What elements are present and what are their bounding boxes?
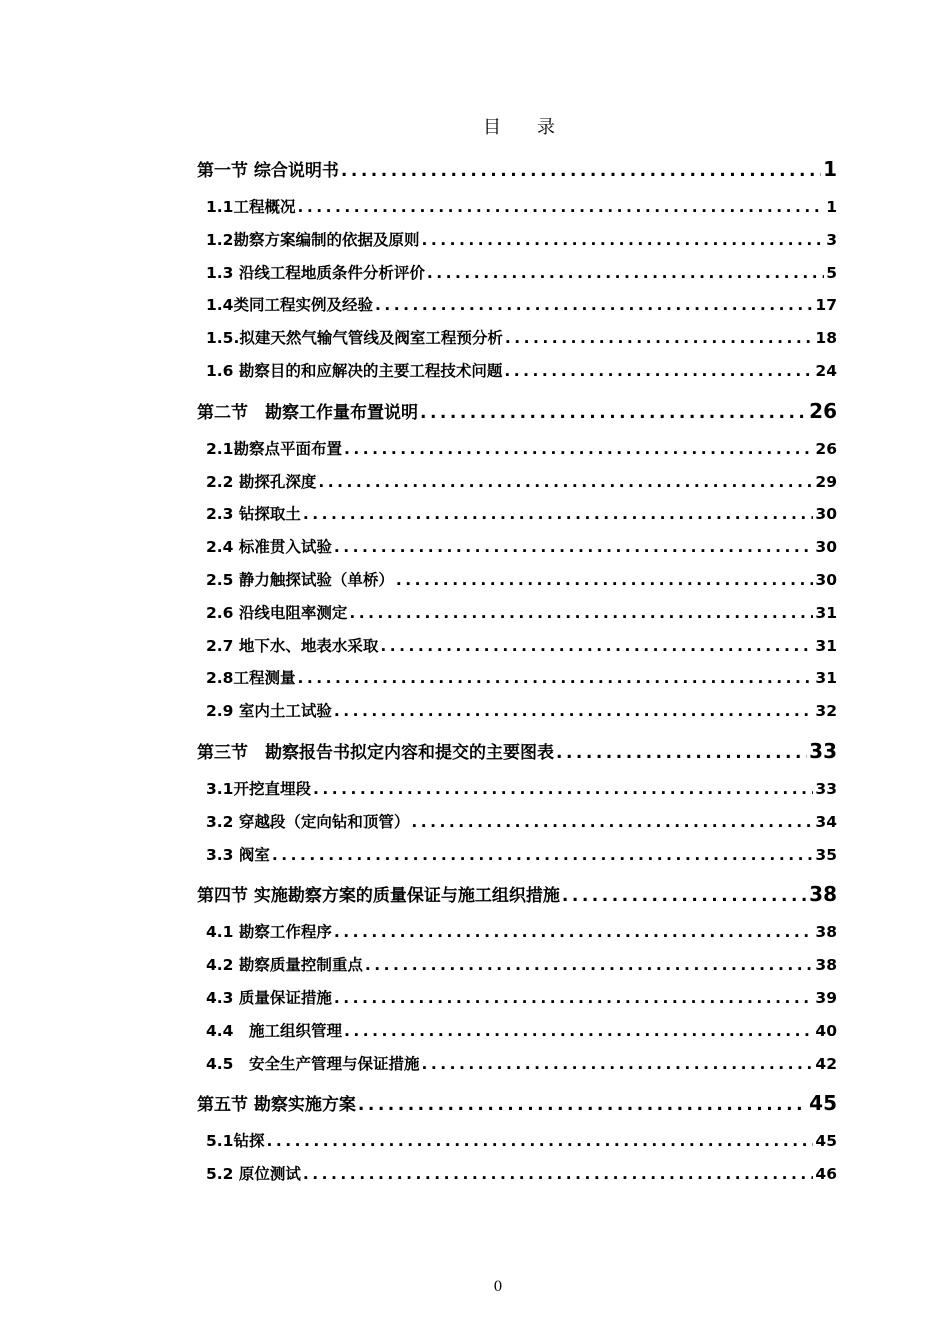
- toc-section-entry[interactable]: [197, 1082, 837, 1125]
- toc-dot-leader: [421, 224, 824, 257]
- toc-dot-leader: [396, 564, 814, 597]
- toc-dot-leader: [411, 806, 813, 839]
- toc-subsection-entry[interactable]: [197, 1015, 837, 1048]
- toc-dot-leader: [297, 662, 813, 695]
- toc-dot-leader: [421, 1048, 813, 1081]
- toc-dot-leader: [303, 498, 814, 531]
- toc-subsection-entry[interactable]: [197, 498, 837, 531]
- toc-dot-leader: [420, 392, 807, 435]
- toc-subsection-entry[interactable]: [197, 1125, 837, 1158]
- toc-entry-page-number: 45: [815, 1132, 837, 1151]
- toc-entry-page-number: 1: [826, 198, 837, 216]
- toc-entry-page-number: 39: [815, 988, 837, 1007]
- toc-entry-page-number: 42: [815, 1054, 837, 1073]
- toc-subsection-entry[interactable]: [197, 839, 837, 872]
- toc-subsection-entry[interactable]: [197, 806, 837, 839]
- toc-dot-leader: [313, 773, 813, 806]
- toc-subsection-entry[interactable]: [197, 224, 837, 257]
- toc-entry-label: 4.3 质量保证措施: [206, 988, 332, 1007]
- toc-dot-leader: [334, 531, 814, 564]
- toc-subsection-entry[interactable]: [197, 531, 837, 564]
- toc-entry-page-number: 35: [815, 845, 837, 864]
- toc-dot-leader: [358, 1084, 807, 1127]
- toc-entry-label: 1.2勘察方案编制的依据及原则: [206, 230, 420, 249]
- toc-entry-page-number: 33: [809, 738, 837, 763]
- toc-subsection-entry[interactable]: [197, 773, 837, 806]
- toc-section-entry[interactable]: [197, 873, 837, 916]
- toc-dot-leader: [303, 1158, 814, 1191]
- toc-entry-page-number: 31: [815, 636, 837, 655]
- page-number: 0: [493, 1279, 503, 1295]
- toc-entry-page-number: 17: [815, 296, 837, 315]
- toc-subsection-entry[interactable]: [197, 1048, 837, 1081]
- toc-entry-label: 2.1勘察点平面布置: [206, 439, 342, 458]
- toc-dot-leader: [334, 982, 814, 1015]
- toc-dot-leader: [318, 466, 813, 499]
- toc-subsection-entry[interactable]: [197, 695, 837, 728]
- toc-entry-label: 1.1工程概况: [206, 198, 296, 216]
- toc-entry-label: 4.4 施工组织管理: [206, 1021, 342, 1040]
- toc-entry-label: 1.3 沿线工程地质条件分析评价: [206, 263, 425, 282]
- toc-entry-page-number: 3: [826, 230, 837, 249]
- toc-entry-label: 第四节 实施勘察方案的质量保证与施工组织措施: [197, 886, 560, 907]
- toc-entry-page-number: 33: [815, 779, 837, 798]
- toc-entry-label: 2.5 静力触探试验（单桥）: [206, 570, 394, 589]
- toc-subsection-entry[interactable]: [197, 257, 837, 290]
- toc-entry-label: 2.9 室内土工试验: [206, 702, 332, 721]
- toc-entry-page-number: 31: [815, 669, 837, 688]
- toc-dot-leader: [365, 949, 814, 982]
- toc-entry-page-number: 30: [815, 570, 837, 589]
- toc-subsection-entry[interactable]: [197, 433, 837, 466]
- toc-entry-label: 4.2 勘察质量控制重点: [206, 956, 363, 975]
- toc-entry-label: 5.1钻探: [206, 1132, 265, 1151]
- toc-entry-label: 4.5 安全生产管理与保证措施: [206, 1054, 420, 1073]
- toc-entry-page-number: 31: [815, 603, 837, 622]
- toc-entry-label: 3.1开挖直埋段: [206, 779, 311, 798]
- toc-entry-label: 2.4 标准贯入试验: [206, 538, 332, 557]
- toc-entry-label: 第一节 综合说明书: [197, 161, 339, 181]
- toc-dot-leader: [334, 916, 814, 949]
- toc-entry-label: 1.6 勘察目的和应解决的主要工程技术问题: [206, 361, 503, 380]
- toc-dot-leader: [504, 355, 813, 388]
- toc-title-right: 录: [537, 117, 557, 138]
- toc-entry-page-number: 5: [826, 263, 837, 282]
- toc-entry-page-number: 26: [815, 439, 837, 458]
- toc-subsection-entry[interactable]: [197, 916, 837, 949]
- toc-dot-leader: [344, 1015, 813, 1048]
- toc-dot-leader: [349, 597, 813, 630]
- toc-subsection-entry[interactable]: [197, 597, 837, 630]
- toc-subsection-entry[interactable]: [197, 1158, 837, 1191]
- toc-subsection-entry[interactable]: [197, 355, 837, 388]
- toc-entry-page-number: 45: [809, 1091, 837, 1116]
- toc-dot-leader: [272, 839, 814, 872]
- toc-dot-leader: [334, 695, 814, 728]
- toc-entry-page-number: 30: [815, 538, 837, 557]
- toc-title: [0, 113, 950, 139]
- toc-dot-leader: [427, 257, 824, 290]
- toc-entry-label: 3.3 阀室: [206, 845, 270, 864]
- toc-entry-page-number: 18: [815, 329, 837, 348]
- toc-entry-page-number: 34: [815, 812, 837, 831]
- toc-dot-leader: [341, 150, 821, 193]
- toc-subsection-entry[interactable]: [197, 949, 837, 982]
- toc-subsection-entry[interactable]: [197, 191, 837, 224]
- toc-entry-label: 2.7 地下水、地表水采取: [206, 636, 379, 655]
- toc-dot-leader: [266, 1125, 813, 1158]
- toc-entry-label: 第三节 勘察报告书拟定内容和提交的主要图表: [197, 742, 554, 763]
- table-of-contents: [197, 146, 837, 1191]
- toc-section-entry[interactable]: [197, 730, 837, 773]
- toc-subsection-entry[interactable]: [197, 322, 837, 355]
- toc-entry-page-number: 29: [815, 472, 837, 491]
- toc-entry-label: 2.3 钻探取土: [206, 505, 301, 524]
- toc-entry-label: 2.6 沿线电阻率测定: [206, 603, 348, 622]
- toc-entry-label: 1.5.拟建天然气输气管线及阀室工程预分析: [206, 329, 503, 348]
- toc-dot-leader: [562, 875, 807, 918]
- toc-entry-page-number: 26: [809, 398, 837, 423]
- toc-section-entry[interactable]: [197, 148, 837, 191]
- toc-entry-page-number: 46: [815, 1165, 837, 1184]
- toc-entry-page-number: 1: [823, 157, 837, 181]
- toc-entry-label: 1.4类同工程实例及经验: [206, 296, 373, 315]
- toc-dot-leader: [344, 433, 813, 466]
- toc-title-left: 目: [483, 117, 503, 138]
- toc-entry-page-number: 38: [809, 882, 837, 907]
- toc-entry-label: 第五节 勘察实施方案: [197, 1095, 356, 1116]
- toc-subsection-entry[interactable]: [197, 982, 837, 1015]
- toc-entry-page-number: 30: [815, 505, 837, 524]
- toc-entry-page-number: 38: [815, 923, 837, 942]
- toc-entry-label: 2.8工程测量: [206, 669, 296, 688]
- toc-subsection-entry[interactable]: [197, 466, 837, 499]
- toc-entry-label: 3.2 穿越段（定向钻和顶管）: [206, 812, 410, 831]
- toc-entry-page-number: 40: [815, 1021, 837, 1040]
- toc-entry-label: 2.2 勘探孔深度: [206, 472, 317, 491]
- toc-entry-label: 第二节 勘察工作量布置说明: [197, 402, 418, 423]
- toc-dot-leader: [375, 289, 813, 322]
- toc-entry-page-number: 24: [815, 361, 837, 380]
- toc-entry-page-number: 32: [815, 702, 837, 721]
- toc-dot-leader: [297, 191, 824, 224]
- toc-dot-leader: [556, 732, 807, 775]
- toc-subsection-entry[interactable]: [197, 564, 837, 597]
- toc-entry-label: 4.1 勘察工作程序: [206, 923, 332, 942]
- toc-dot-leader: [505, 322, 814, 355]
- toc-subsection-entry[interactable]: [197, 630, 837, 663]
- toc-entry-page-number: 38: [815, 956, 837, 975]
- toc-dot-leader: [380, 630, 813, 663]
- toc-entry-label: 5.2 原位测试: [206, 1165, 301, 1184]
- toc-subsection-entry[interactable]: [197, 289, 837, 322]
- toc-subsection-entry[interactable]: [197, 662, 837, 695]
- toc-section-entry[interactable]: [197, 390, 837, 433]
